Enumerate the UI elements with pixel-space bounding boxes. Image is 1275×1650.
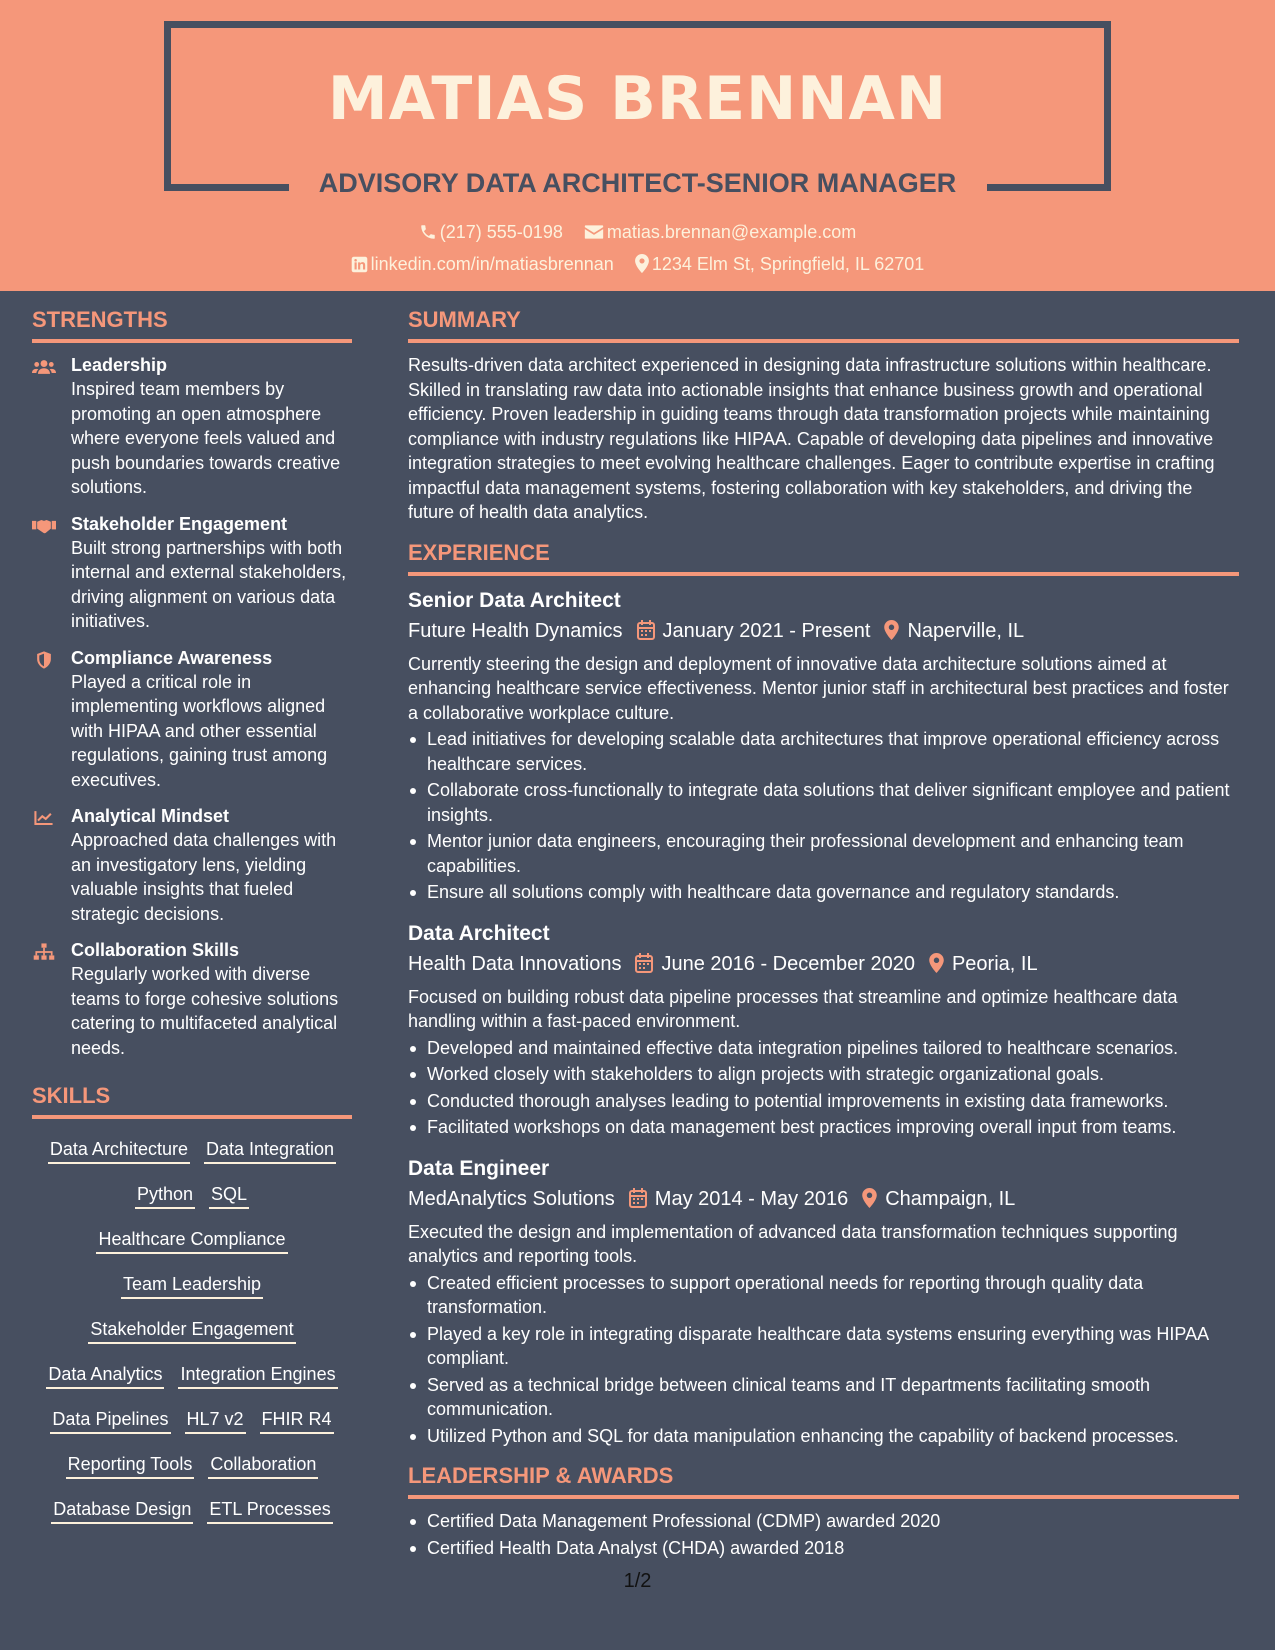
candidate-role: ADVISORY DATA ARCHITECT-SENIOR MANAGER [318,168,957,198]
job-company: MedAnalytics Solutions [408,1187,615,1210]
calendar-icon [637,620,655,640]
awards-heading: LEADERSHIP & AWARDS [408,1462,1239,1499]
job-bullet: Collaborate cross-functionally to integrate data solutions that deliver significant employee and patient insights. [408,778,1239,827]
strengths-heading: STRENGTHS [32,306,352,343]
award-item: Certified Health Data Analyst (CHDA) awarded 2018 [408,1536,1239,1561]
right-column [408,306,1239,1562]
job-location: Peoria, IL [951,952,1038,975]
email-contact[interactable] [584,220,856,244]
job-entry [408,1154,1239,1449]
chart-line-icon [32,808,56,828]
job-meta [408,949,1239,979]
handshake-icon [32,516,56,536]
job-description: Focused on building robust data pipeline processes that streamline and optimize healthcare data handling within a fast-paced environment. [408,986,1178,1031]
strength-desc: Played a critical role in implementing workflows aligned with HIPAA and other essential regulations, gaining trust among executives. [71,671,328,790]
phone-contact[interactable] [419,220,563,244]
job-bullet: Lead initiatives for developing scalable data architectures that improve operational efficiency across healthcare services. [408,727,1239,776]
email-text: matias.brennan@example.com [606,222,857,242]
candidate-name: MATIAS BRENNAN [327,64,948,134]
job-dates: May 2014 - May 2016 [654,1187,849,1210]
skill-tag: FHIR R4 [260,1407,334,1434]
map-marker-icon [929,953,944,973]
job-description: Executed the design and implementation of advanced data transformation techniques supporting analytics and reporting tools. [408,1221,1178,1266]
strength-item [32,353,352,500]
phone-text: (217) 555-0198 [439,222,563,242]
skill-tag: Stakeholder Engagement [88,1317,295,1344]
skill-tag: Integration Engines [178,1362,337,1389]
skills-list [32,1129,352,1525]
strength-desc: Regularly worked with diverse teams to forge cohesive solutions catering to multifaceted analytical needs. [71,964,339,1058]
skill-tag: Data Integration [204,1137,336,1164]
calendar-icon [635,953,653,973]
job-company: Future Health Dynamics [408,619,623,642]
map-marker-icon [635,254,649,273]
users-icon [32,357,56,377]
strength-desc: Inspired team members by promoting an open atmosphere where everyone feels valued and push boundaries towards creative solutions. [71,379,341,497]
linkedin-text: linkedin.com/in/matiasbrennan [370,254,614,274]
strength-item [32,646,352,793]
strength-item [32,804,352,926]
strength-desc: Built strong partnerships with both internal and external stakeholders, driving alignment on various data initiatives. [71,537,347,631]
job-entry [408,586,1239,905]
skill-tag: HL7 v2 [185,1407,246,1434]
skill-tag: Python [135,1182,195,1209]
skill-tag: Data Architecture [48,1137,190,1164]
job-bullet: Played a key role in integrating disparate healthcare data systems ensuring everything was HIPAA compliant. [408,1322,1239,1371]
job-company: Health Data Innovations [408,952,622,975]
linkedin-icon [351,256,368,273]
skill-tag: SQL [209,1182,249,1209]
job-meta [408,1184,1239,1214]
awards-list [408,1509,1239,1560]
strength-title: Analytical Mindset [71,806,230,826]
skills-heading: SKILLS [32,1082,352,1119]
award-item: Certified Data Management Professional (CDMP) awarded 2020 [408,1509,1239,1534]
job-bullet: Mentor junior data engineers, encouraging their professional development and enhancing team capabilities. [408,829,1239,878]
job-bullet: Conducted thorough analyses leading to potential improvements in existing data frameworks. [408,1089,1239,1114]
experience-heading: EXPERIENCE [408,539,1239,576]
address-text: 1234 Elm St, Springfield, IL 62701 [651,254,925,274]
resume-header [0,0,1275,291]
skill-tag: Team Leadership [121,1272,263,1299]
job-bullet: Facilitated workshops on data management best practices improving overall input from teams. [408,1115,1239,1140]
skill-tag: Database Design [51,1497,193,1524]
map-marker-icon [884,620,899,640]
skill-tag: ETL Processes [207,1497,332,1524]
left-column [32,306,352,1542]
skill-tag: Collaboration [208,1452,318,1479]
skill-tag: Data Pipelines [50,1407,170,1434]
strength-item [32,938,352,1060]
job-bullet: Worked closely with stakeholders to align projects with strategic organizational goals. [408,1062,1239,1087]
job-dates: June 2016 - December 2020 [661,952,915,975]
job-bullet: Served as a technical bridge between clinical teams and IT departments facilitating smooth communication. [408,1373,1239,1422]
summary-text: Results-driven data architect experienced in designing data infrastructure solutions within healthcare. Skilled in translating raw data into actionable insights that enhance business growth and operational efficiency. Proven leadership in guiding teams through data transformation projects while maintaining compliance with industry regulations like HIPAA. Capable of developing data pipelines and innovative integration strategies to meet evolving healthcare challenges. Eager to contribute expertise in crafting impactful data management systems, fostering collaboration with key stakeholders, and driving the future of health data analytics. [408,355,1215,522]
skill-tag: Data Analytics [46,1362,164,1389]
header-frame-corner-right [987,184,1111,191]
contact-row-1 [0,220,1275,244]
strength-item [32,512,352,634]
job-bullet: Ensure all solutions comply with healthcare data governance and regulatory standards. [408,880,1239,905]
job-bullets [408,1271,1239,1449]
strength-title: Leadership [71,355,168,375]
job-meta [408,616,1239,646]
strength-desc: Approached data challenges with an investigatory lens, yielding valuable insights that fueled strategic decisions. [71,830,337,924]
job-title: Senior Data Architect [408,588,621,612]
phone-icon [419,223,437,241]
job-title: Data Engineer [408,1156,550,1180]
job-description: Currently steering the design and deployment of innovative data architecture solutions aimed at enhancing healthcare service effectiveness. Mentor junior staff in architectural best practices and foster a collaborative workplace culture. [408,653,1229,723]
job-bullet: Utilized Python and SQL for data manipulation enhancing the capability of backend processes. [408,1424,1239,1449]
header-frame-corner-left [164,184,289,191]
strength-title: Stakeholder Engagement [71,513,288,534]
strength-title: Compliance Awareness [71,647,273,668]
page-number: 1/2 [623,1570,652,1592]
linkedin-contact[interactable] [351,252,614,276]
job-location: Naperville, IL [907,619,1025,642]
map-marker-icon [862,1188,877,1208]
contact-row-2 [0,252,1275,276]
calendar-icon [629,1188,647,1208]
job-location: Champaign, IL [885,1187,1016,1210]
job-bullets [408,727,1239,905]
job-bullet: Created efficient processes to support operational needs for reporting through quality data transformation. [408,1271,1239,1320]
job-entry [408,919,1239,1140]
shield-icon [32,650,56,670]
summary-heading: SUMMARY [408,306,1239,343]
address-contact [635,252,925,276]
envelope-icon [584,223,604,241]
job-dates: January 2021 - Present [662,619,871,642]
job-bullets [408,1036,1239,1140]
sitemap-icon [32,942,56,962]
job-title: Data Architect [408,921,550,945]
strength-title: Collaboration Skills [71,940,240,960]
job-bullet: Developed and maintained effective data integration pipelines tailored to healthcare scenarios. [408,1036,1239,1061]
skill-tag: Healthcare Compliance [96,1227,287,1254]
skill-tag: Reporting Tools [66,1452,195,1479]
